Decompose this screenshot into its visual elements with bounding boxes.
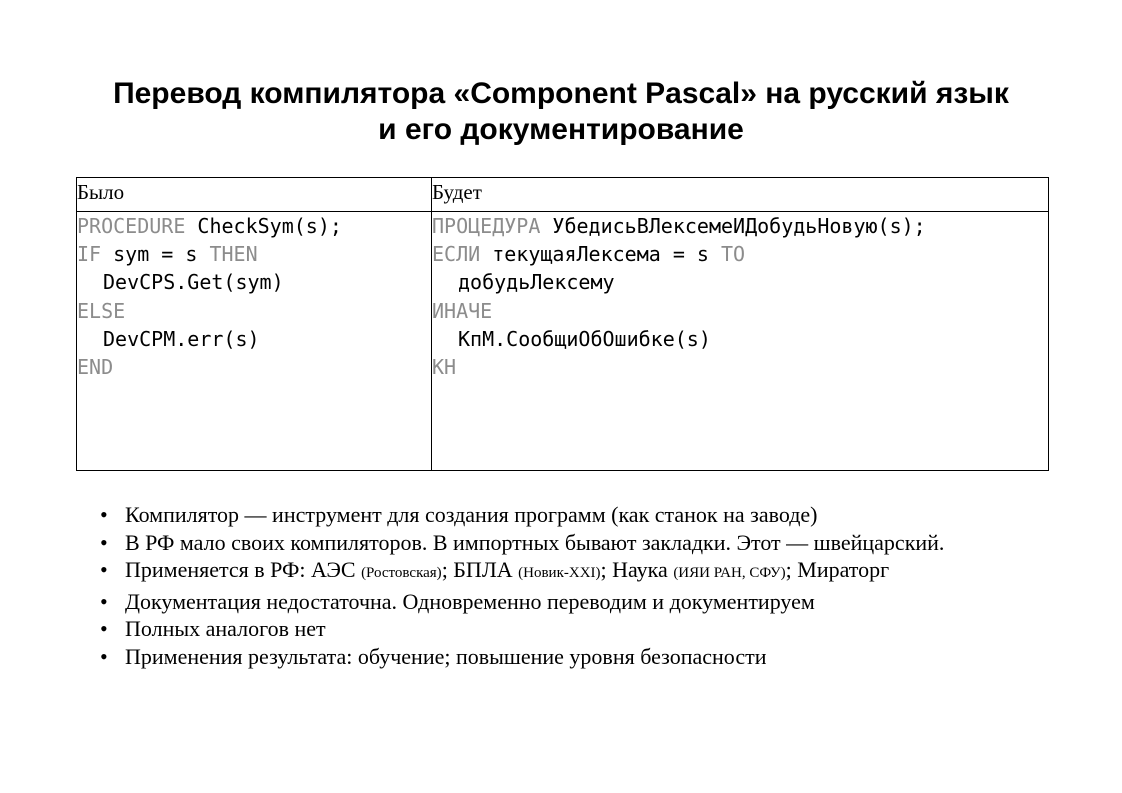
code-keyword: КН bbox=[432, 354, 457, 379]
code-text: добудьЛексему bbox=[458, 270, 615, 295]
bullet-text: Компилятор — инструмент для создания программ (как станок на заводе) bbox=[125, 502, 818, 527]
code-text: КпМ.СообщиОбОшибке(s) bbox=[458, 326, 711, 351]
code-line bbox=[432, 297, 1048, 325]
header-after: Будет bbox=[432, 178, 1049, 212]
bullet-item bbox=[100, 615, 944, 643]
bullet-item bbox=[100, 529, 944, 557]
table-header-row bbox=[77, 178, 1049, 212]
bullet-item bbox=[100, 643, 944, 671]
code-after bbox=[432, 212, 1049, 471]
code-text: DevCPM.err(s) bbox=[103, 326, 260, 351]
bullet-note: (ИЯИ РАН, СФУ) bbox=[673, 565, 786, 581]
code-keyword: PROCEDURE bbox=[77, 214, 186, 238]
bullet-text: ; БПЛА bbox=[441, 557, 519, 582]
bullet-note: (Ростовская) bbox=[361, 565, 442, 581]
code-keyword: ELSE bbox=[77, 298, 126, 323]
page-title bbox=[0, 76, 1122, 148]
code-line bbox=[77, 268, 431, 296]
bullet-icon: • bbox=[100, 616, 108, 641]
bullet-icon: • bbox=[100, 588, 108, 614]
header-before: Было bbox=[77, 178, 432, 212]
code-line bbox=[77, 240, 431, 268]
bullet-text: ; Наука bbox=[600, 557, 674, 582]
code-text: текущаяЛексема = s bbox=[480, 242, 721, 267]
code-line bbox=[77, 353, 431, 381]
bullet-text: ; Мираторг bbox=[785, 557, 890, 582]
title-line-1: Перевод компилятора «Component Pascal» на русский язык bbox=[113, 77, 1009, 110]
code-keyword: ТО bbox=[721, 242, 746, 267]
code-line bbox=[77, 297, 431, 325]
code-line bbox=[432, 353, 1048, 381]
code-line bbox=[77, 212, 431, 240]
bullet-note: (Новик-XXI) bbox=[518, 565, 601, 581]
code-keyword: ЕСЛИ bbox=[432, 242, 481, 267]
bullet-item bbox=[100, 588, 944, 616]
code-line bbox=[432, 325, 1048, 353]
code-keyword: ИНАЧЕ bbox=[432, 298, 493, 323]
code-keyword: END bbox=[77, 354, 114, 379]
title-line-2: и его документирование bbox=[378, 113, 744, 146]
code-text: CheckSym(s); bbox=[185, 214, 342, 238]
bullet-text: Документация недостаточна. Одновременно переводим и документируем bbox=[125, 588, 815, 614]
code-keyword: ПРОЦЕДУРА bbox=[432, 214, 541, 238]
code-keyword: IF bbox=[77, 242, 102, 267]
bullet-item bbox=[100, 556, 944, 588]
table-code-row bbox=[77, 212, 1049, 471]
code-line bbox=[432, 268, 1048, 296]
bullet-icon: • bbox=[100, 557, 108, 582]
comparison-table bbox=[76, 177, 1049, 471]
code-before bbox=[77, 212, 432, 471]
code-line bbox=[432, 240, 1048, 268]
code-line bbox=[77, 325, 431, 353]
bullet-text: В РФ мало своих компиляторов. В импортных бывают закладки. Этот — швейцарский. bbox=[125, 529, 945, 555]
bullet-icon: • bbox=[100, 502, 108, 527]
code-text: sym = s bbox=[101, 242, 210, 267]
code-line bbox=[432, 212, 1048, 240]
bullet-list bbox=[100, 501, 944, 670]
code-text: УбедисьВЛексемеИДобудьНовую(s); bbox=[540, 214, 926, 238]
code-text: DevCPS.Get(sym) bbox=[103, 270, 284, 295]
bullet-item bbox=[100, 501, 944, 529]
bullet-text: Применяется в РФ: АЭС bbox=[125, 557, 362, 582]
bullet-text: Полных аналогов нет bbox=[125, 616, 326, 641]
bullet-icon: • bbox=[100, 529, 108, 555]
bullet-text: Применения результата: обучение; повышение уровня безопасности bbox=[125, 643, 767, 669]
bullet-icon: • bbox=[100, 643, 108, 669]
code-keyword: THEN bbox=[209, 242, 258, 267]
